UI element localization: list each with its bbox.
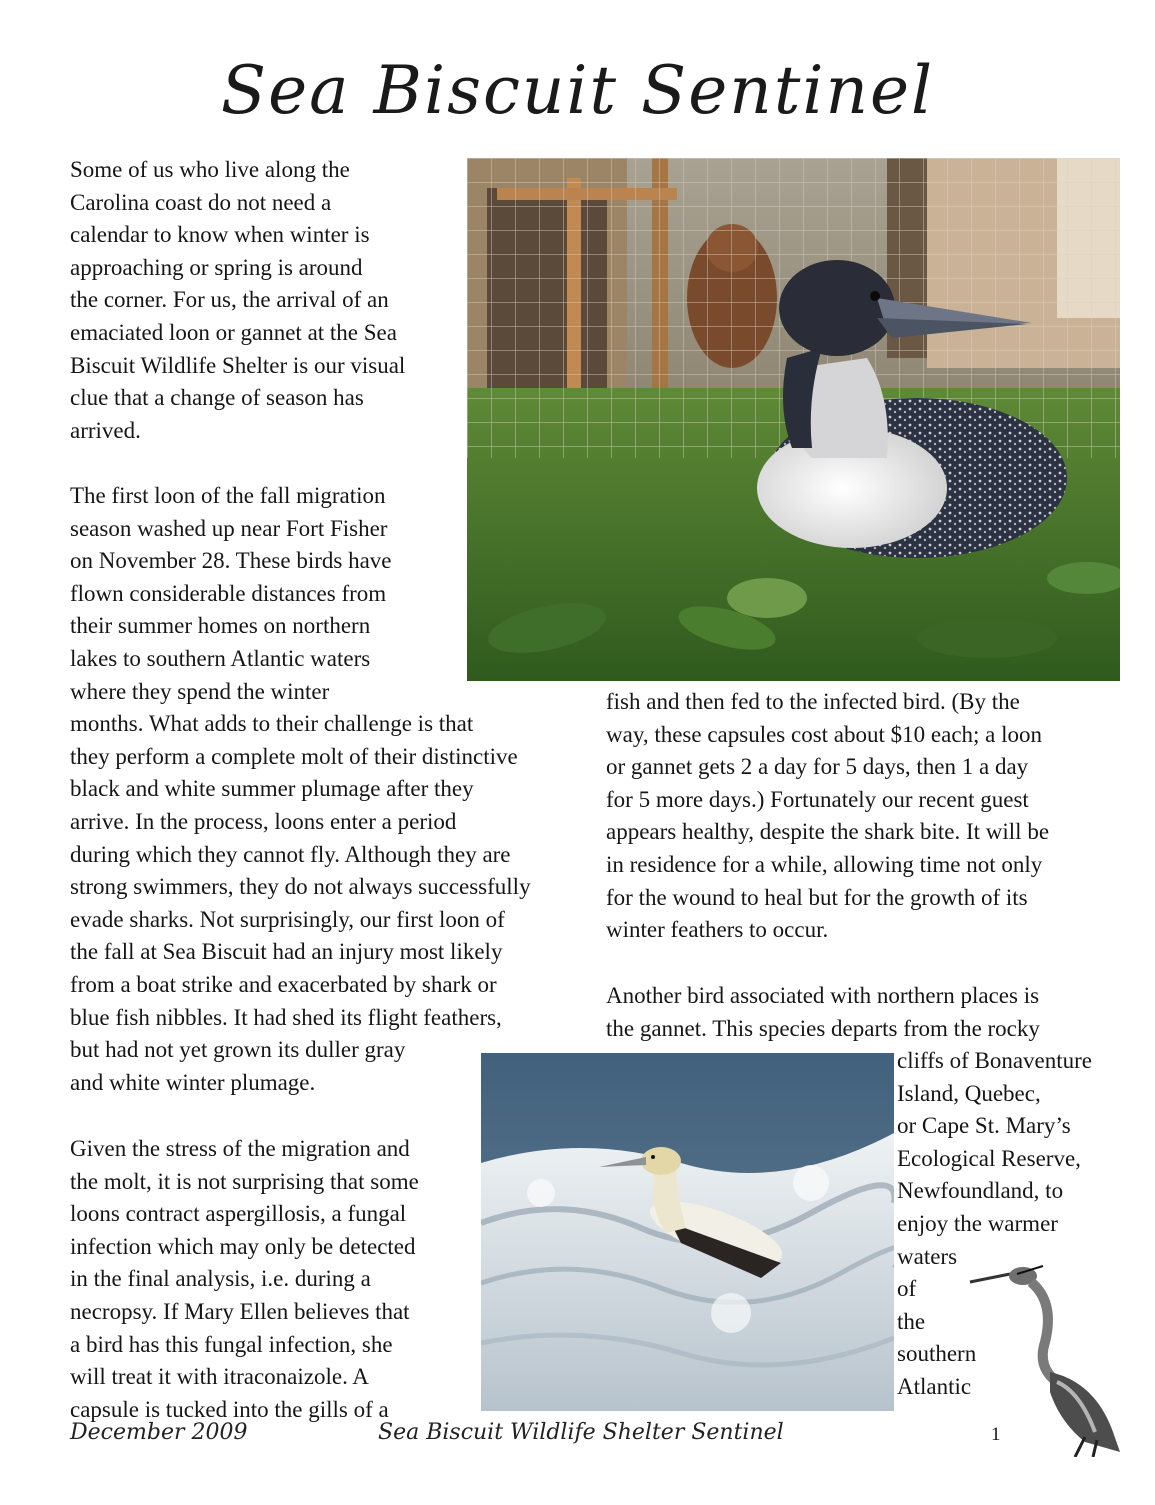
text-line: Another bird associated with northern places is <box>606 983 1040 1008</box>
gannet-photo <box>481 1053 894 1411</box>
text-line: for the wound to heal but for the growth of its <box>606 884 1028 910</box>
text-line: lakes to southern Atlantic waters <box>70 645 371 671</box>
text-line: infection which may only be detected <box>70 1233 416 1259</box>
text-line: of <box>897 1276 917 1302</box>
intro-paragraph <box>70 154 405 447</box>
text-line: the corner. For us, the arrival of an <box>70 287 389 313</box>
page-title: Sea Biscuit Sentinel <box>220 52 935 129</box>
text-line: or gannet gets 2 a day for 5 days, then 1 a day <box>606 754 1029 780</box>
text-line: from a boat strike and exacerbated by shark or <box>70 971 497 997</box>
text-line: season washed up near Fort Fisher <box>70 515 388 541</box>
text-line: the <box>897 1308 926 1334</box>
text-line: and white winter plumage. <box>70 1069 316 1095</box>
text-line: Biscuit Wildlife Shelter is our visual <box>70 352 406 378</box>
text-line: during which they cannot fly. Although they are <box>70 841 511 867</box>
text-line: fish and then fed to the infected bird. (By the <box>606 689 1020 714</box>
text-line: capsule is tucked into the gills of a <box>70 1396 389 1422</box>
text-line: emaciated loon or gannet at the Sea <box>70 319 397 345</box>
loon-photo <box>467 158 1120 681</box>
text-line: Atlantic <box>897 1373 972 1399</box>
text-line: Ecological Reserve, <box>897 1145 1081 1171</box>
text-line: in residence for a while, allowing time not only <box>606 851 1043 877</box>
text-line: Given the stress of the migration and <box>70 1136 410 1161</box>
text-line: winter feathers to occur. <box>606 917 829 943</box>
text-line: calendar to know when winter is <box>70 222 370 248</box>
text-line: their summer homes on northern <box>70 613 371 639</box>
text-line: waters <box>897 1243 958 1269</box>
text-line: a bird has this fungal infection, she <box>70 1331 393 1357</box>
text-line: loons contract aspergillosis, a fungal <box>70 1201 407 1227</box>
text-line: Island, Quebec, <box>897 1080 1041 1106</box>
text-line: but had not yet grown its duller gray <box>70 1037 406 1063</box>
text-line: necropsy. If Mary Ellen believes that <box>70 1298 410 1324</box>
text-line: blue fish nibbles. It had shed its flight feathers, <box>70 1004 502 1030</box>
footer-date: December 2009 <box>70 1420 248 1445</box>
text-line: they perform a complete molt of their distinctive <box>70 743 518 769</box>
text-line: appears healthy, despite the shark bite. It will be <box>606 819 1050 845</box>
text-line: Carolina coast do not need a <box>70 189 332 215</box>
text-line: way, these capsules cost about $10 each; a loon <box>606 721 1043 747</box>
text-line: or Cape St. Mary’s <box>897 1113 1071 1139</box>
migration-paragraph <box>70 480 531 1099</box>
treatment-paragraph <box>70 1133 419 1426</box>
text-line: the molt, it is not surprising that some <box>70 1168 419 1194</box>
text-line: cliffs of Bonaventure <box>897 1048 1093 1073</box>
text-line: strong swimmers, they do not always successfully <box>70 874 531 900</box>
capsule-paragraph <box>606 686 1049 947</box>
page-number: 1 <box>991 1424 1001 1445</box>
footer-publication: Sea Biscuit Wildlife Shelter Sentinel <box>378 1420 784 1445</box>
text-line: arrived. <box>70 417 141 443</box>
text-line: for 5 more days.) Fortunately our recent guest <box>606 786 1029 812</box>
text-line: southern <box>897 1341 977 1367</box>
text-line: the gannet. This species departs from the rocky <box>606 1015 1040 1041</box>
text-line: months. What adds to their challenge is that <box>70 711 474 737</box>
text-line: evade sharks. Not surprisingly, our first loon of <box>70 906 505 932</box>
text-line: will treat it with itraconaizole. A <box>70 1364 369 1390</box>
text-line: enjoy the warmer <box>897 1210 1058 1236</box>
text-line: Newfoundland, to <box>897 1178 1064 1204</box>
text-line: clue that a change of season has <box>70 385 364 411</box>
text-line: flown considerable distances from <box>70 580 387 606</box>
text-line: The first loon of the fall migration <box>70 483 386 508</box>
text-line: in the final analysis, i.e. during a <box>70 1266 371 1292</box>
text-line: on November 28. These birds have <box>70 548 392 574</box>
text-line: arrive. In the process, loons enter a period <box>70 808 457 834</box>
text-line: the fall at Sea Biscuit had an injury most likely <box>70 939 503 965</box>
text-line: where they spend the winter <box>70 678 330 704</box>
gannet-paragraph <box>606 980 1040 1045</box>
text-line: approaching or spring is around <box>70 254 363 280</box>
text-line: Some of us who live along the <box>70 157 350 182</box>
text-line: black and white summer plumage after they <box>70 776 474 802</box>
heron-illustration <box>965 1262 1125 1457</box>
